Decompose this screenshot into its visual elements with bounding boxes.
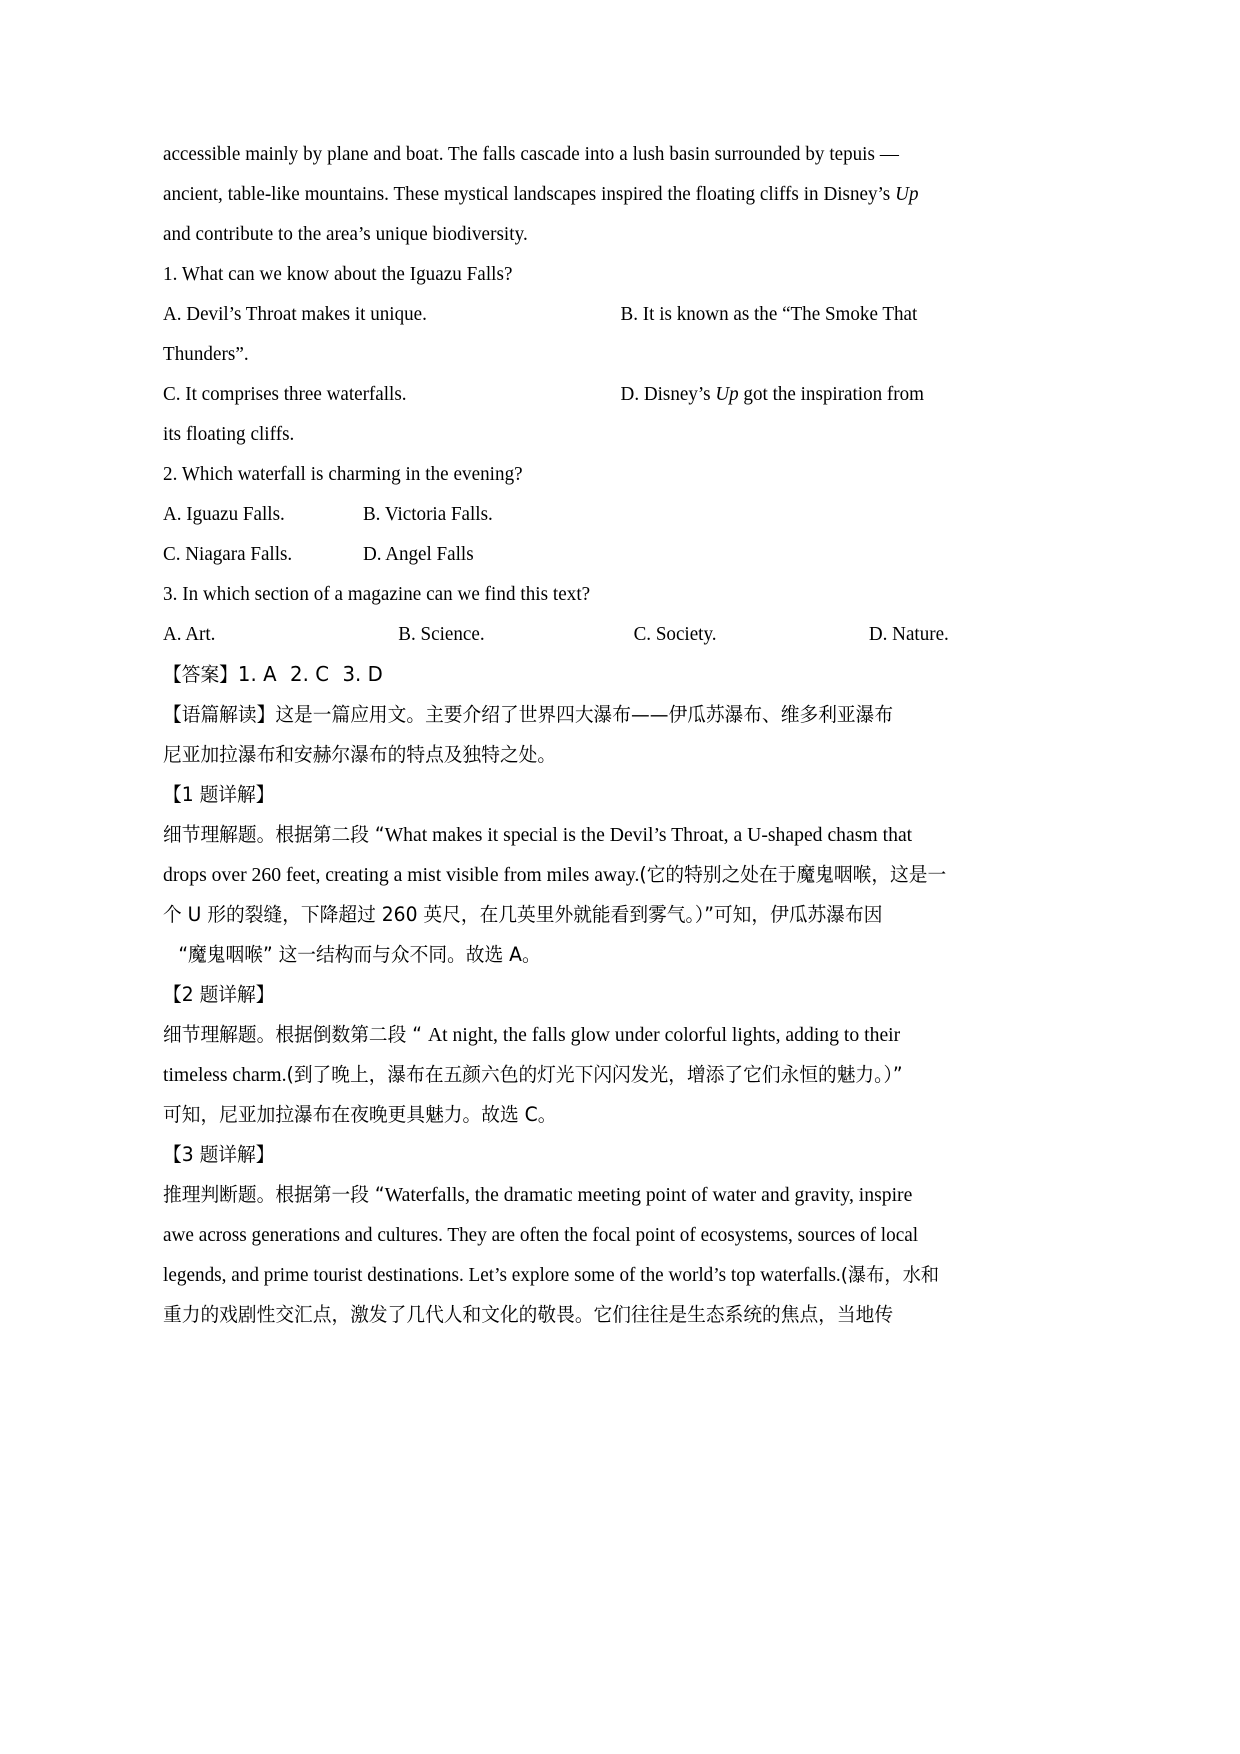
explanation-1-line-1-en: What makes it special is the Devil’s Throat, a U-shaped chasm that [384,824,913,846]
passage-line-1 [163,134,944,174]
question-1-option-d-pre: D. Disney’s [620,383,716,405]
question-1-option-d-cont-text: its floating cliffs. [163,423,295,445]
explanation-3-heading-text: 【3 题详解】 [163,1143,275,1166]
passage-line-3-text: and contribute to the area’s unique biodiversity. [163,223,528,245]
explanation-2-line-2-en: timeless charm. [163,1064,287,1086]
answer-key-item-3: 3. D [342,662,383,686]
question-1-stem [163,254,890,294]
question-1-option-c[interactable]: C. It comprises three waterfalls. [163,383,407,405]
explanation-2-line-3-text: 可知，尼亚加拉瀑布在夜晚更具魅力。故选 C。 [163,1103,557,1126]
passage-analysis-line-1-text: 【语篇解读】这是一篇应用文。主要介绍了世界四大瀑布——伊瓜苏瀑布、维多利亚瀑布 [163,703,894,726]
explanation-1-line-1 [163,815,914,855]
explanation-2-line-1 [163,1015,914,1055]
movie-title-up: Up [895,183,919,205]
question-2-option-b[interactable]: B. Victoria Falls. [362,503,493,525]
explanation-2-line-2-cn: (到了晚上，瀑布在五颜六色的灯光下闪闪发光，增添了它们永恒的魅力。）” [286,1063,903,1086]
question-1-option-d[interactable] [621,374,945,414]
explanation-3-line-3 [163,1255,940,1295]
question-1-options-row-1 [163,294,944,334]
question-1-option-a[interactable]: A. Devil’s Throat makes it unique. [163,303,427,325]
question-1-options-row-2 [163,374,944,414]
explanation-3-line-2 [163,1215,919,1255]
explanation-1-line-4 [163,935,914,975]
explanation-3-line-1-en: Waterfalls, the dramatic meeting point of water and gravity, inspire [384,1184,913,1206]
explanation-1-heading [163,775,914,815]
question-2-options-row-2 [163,534,944,574]
explanation-1-line-1-cn: 细节理解题。根据第二段 “ [163,823,385,846]
passage-line-2 [163,174,944,214]
explanation-3-line-1 [163,1175,914,1215]
explanation-2-heading-text: 【2 题详解】 [163,983,275,1006]
question-3-stem [163,574,890,614]
explanation-2-line-3 [163,1095,914,1135]
explanation-3-line-4 [163,1295,914,1335]
question-3-option-b[interactable]: B. Science. [398,623,485,645]
passage-line-1-text: accessible mainly by plane and boat. The falls cascade into a lush basin surrounded by tepuis — [163,143,899,165]
question-1-option-d-cont [163,414,890,454]
answer-key-label: 【答案】 [163,663,238,686]
passage-line-3 [163,214,890,254]
question-3-stem-text: 3. In which section of a magazine can we find this text? [163,583,591,605]
explanation-1-line-2-en: drops over 260 feet, creating a mist visible from miles away. [163,864,640,886]
question-2-option-d[interactable]: D. Angel Falls [362,543,474,565]
explanation-3-line-3-en: legends, and prime tourist destinations. Let’s explore some of the world’s top waterfalls. [163,1264,841,1286]
explanation-3-line-1-cn: 推理判断题。根据第一段 “ [163,1183,385,1206]
explanation-2-line-1-en: At night, the falls glow under colorful lights, adding to their [427,1024,901,1046]
question-1-option-b[interactable]: B. It is known as the “The Smoke That [620,303,918,325]
explanation-3-line-4-text: 重力的戏剧性交汇点，激发了几代人和文化的敬畏。它们往往是生态系统的焦点，当地传 [163,1303,894,1326]
question-2-option-a[interactable]: A. Iguazu Falls. [163,503,285,525]
explanation-1-line-3-text: 个 U 形的裂缝，下降超过 260 英尺，在几英里外就能看到雾气。）”可知，伊瓜苏瀑布因 [163,903,883,926]
explanation-3-line-3-cn: (瀑布，水和 [840,1264,940,1286]
question-1-option-d-post: got the inspiration from [738,383,925,405]
explanation-1-line-3 [163,895,914,935]
answer-key-line [163,654,914,695]
question-2-option-c[interactable]: C. Niagara Falls. [163,543,293,565]
explanation-2-heading [163,975,914,1015]
page-content [163,134,949,1335]
question-2-stem [163,454,890,494]
question-1-option-b-cont-text: Thunders”. [163,343,249,365]
passage-analysis-line-2-text: 尼亚加拉瀑布和安赫尔瀑布的特点及独特之处。 [163,743,557,766]
movie-title-up: Up [715,383,739,405]
answer-key-item-2: 2. C [290,662,330,686]
explanation-1-line-4-text: “魔鬼咽喉” 这一结构而与众不同。故选 A。 [178,943,541,966]
question-1-option-b-cont [163,334,890,374]
question-3-options-row [163,614,949,654]
passage-line-2-text: ancient, table-like mountains. These mystical landscapes inspired the floating cliffs in Disney’s [163,183,896,205]
explanation-1-line-2 [163,855,947,895]
question-2-stem-text: 2. Which waterfall is charming in the evening? [163,463,523,485]
explanation-2-line-2 [163,1055,914,1095]
question-1-stem-text: 1. What can we know about the Iguazu Falls? [163,263,513,285]
question-3-option-c[interactable]: C. Society. [633,623,717,645]
question-3-option-d[interactable]: D. Nature. [868,623,949,645]
explanation-1-line-2-cn: (它的特别之处在于魔鬼咽喉，这是一 [639,863,947,886]
question-3-option-a[interactable]: A. Art. [163,623,216,645]
question-2-options-row-1 [163,494,944,534]
explanation-1-heading-text: 【1 题详解】 [163,783,275,806]
answer-key-item-1: 1. A [237,662,277,686]
explanation-3-line-2-en: awe across generations and cultures. They are often the focal point of ecosystems, sources of local [163,1224,919,1246]
passage-analysis-line-2 [163,735,914,775]
explanation-3-heading [163,1135,914,1175]
explanation-2-line-1-cn: 细节理解题。根据倒数第二段 “ [163,1023,428,1046]
passage-analysis-line-1 [163,695,914,735]
